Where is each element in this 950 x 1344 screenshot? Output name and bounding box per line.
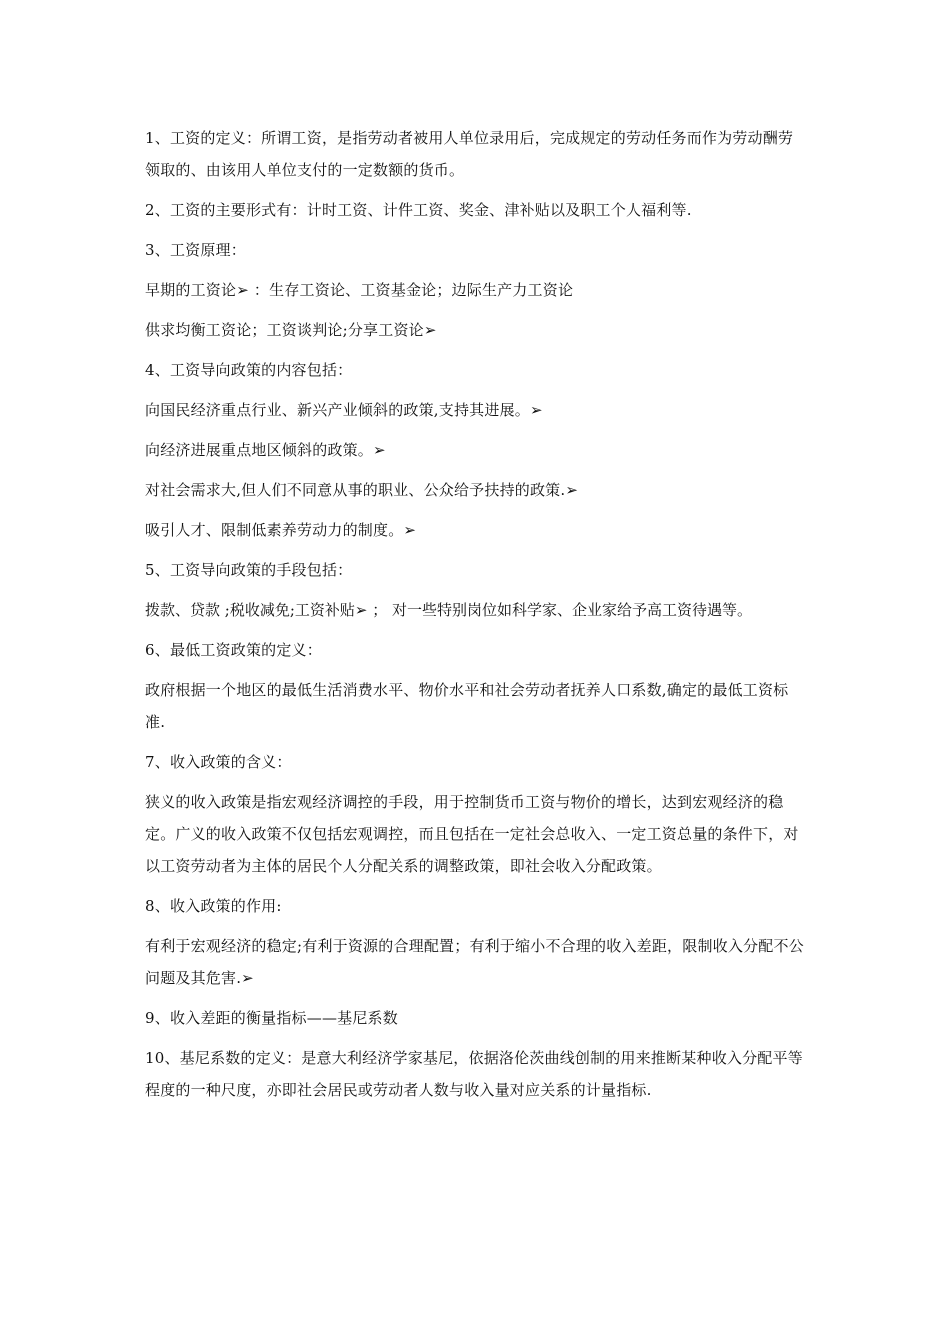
paragraph-guidance-occupations: 对社会需求大,但人们不同意从事的职业、公众给予扶持的政策.➢ — [145, 481, 579, 499]
paragraph-guidance-means-heading: 5、工资导向政策的手段包括： — [145, 561, 353, 579]
paragraph-minimum-wage-heading: 6、最低工资政策的定义： — [145, 641, 322, 659]
paragraph-income-policy-heading: 7、收入政策的含义： — [145, 753, 292, 771]
paragraph-wage-definition: 1、工资的定义：所谓工资，是指劳动者被用人单位录用后，完成规定的劳动任务而作为劳动酬劳领取的、由该用人单位支付的一定数额的货币。 — [145, 129, 794, 179]
paragraph-income-policy-role-heading: 8、收入政策的作用: — [145, 897, 282, 915]
paragraph-gini-definition: 10、基尼系数的定义：是意大利经济学家基尼，依据洛伦茨曲线创制的用来推断某种收入分配平等程度的一种尺度，亦即社会居民或劳动者人数与收入量对应关系的计量指标. — [145, 1049, 803, 1099]
paragraph-equilibrium-wage-theory: 供求均衡工资论；工资谈判论;分享工资论➢ — [145, 321, 437, 339]
paragraph-guidance-means: 拨款、贷款 ;税收减免;工资补贴➢ ； 对一些特别岗位如科学家、企业家给予高工资待遇等。 — [145, 601, 752, 619]
paragraph-guidance-industries: 向国民经济重点行业、新兴产业倾斜的政策,支持其进展。➢ — [145, 401, 543, 419]
paragraph-income-policy-role: 有利于宏观经济的稳定;有利于资源的合理配置；有利于缩小不合理的收入差距，限制收入分配不公问题及其危害.➢ — [145, 937, 804, 987]
paragraph-minimum-wage-definition: 政府根据一个地区的最低生活消费水平、物价水平和社会劳动者抚养人口系数,确定的最低工资标准. — [145, 681, 789, 731]
paragraph-wage-theory-heading: 3、工资原理： — [145, 241, 246, 259]
paragraph-guidance-regions: 向经济进展重点地区倾斜的政策。➢ — [145, 441, 386, 459]
paragraph-gini-heading: 9、收入差距的衡量指标——基尼系数 — [145, 1009, 398, 1027]
paragraph-wage-forms: 2、工资的主要形式有：计时工资、计件工资、奖金、津补贴以及职工个人福利等. — [145, 201, 692, 219]
document-body — [145, 122, 807, 1114]
paragraph-wage-guidance-heading: 4、工资导向政策的内容包括： — [145, 361, 353, 379]
paragraph-income-policy-meaning: 狭义的收入政策是指宏观经济调控的手段，用于控制货币工资与物价的增长，达到宏观经济的稳定。广义的收入政策不仅包括宏观调控，而且包括在一定社会总收入、一定工资总量的条件下，对以工资劳动者为主体的居民个人分配关系的调整政策，即社会收入分配政策。 — [145, 793, 799, 875]
paragraph-guidance-talent: 吸引人才、限制低素养劳动力的制度。➢ — [145, 521, 417, 539]
paragraph-early-wage-theory: 早期的工资论➢ ：生存工资论、工资基金论；边际生产力工资论 — [145, 281, 574, 299]
